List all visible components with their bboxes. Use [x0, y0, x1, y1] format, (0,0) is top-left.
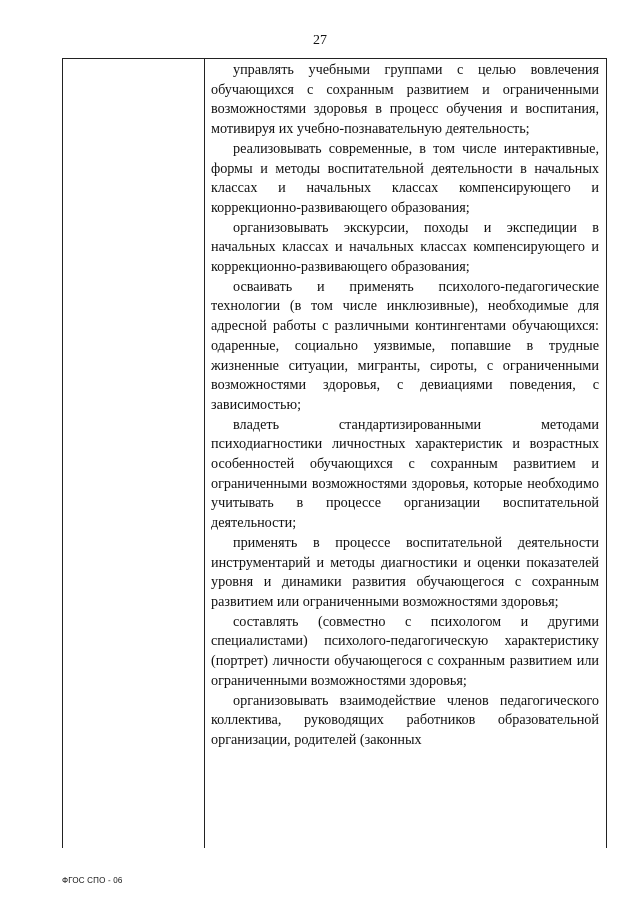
paragraph-2: реализовывать современные, в том числе интерактивные, формы и методы воспитательной деятельности в начальных классах и начальных классах компенсирующего и коррекционно-развивающего образования; [211, 140, 599, 216]
footer-label: ФГОС СПО - 06 [62, 876, 123, 885]
paragraph-7: составлять (совместно с психологом и другими специалистами) психолого-педагогическую характеристику (портрет) личности обучающегося с сохранным развитием или ограниченными возможностями здоровья; [211, 613, 599, 689]
paragraph-4: осваивать и применять психолого-педагогические технологии (в том числе инклюзивные), необходимые для адресной работы с различными контингентами обучающихся: одаренные, социально уязвимые, попавшие в трудные жизненные ситуации, мигранты, сироты, с ограниченными возможностями здоровья, с девиациями поведения, с зависимостью; [211, 278, 599, 413]
table-right-column [211, 61, 599, 751]
paragraph-1: управлять учебными группами с целью вовлечения обучающихся с сохранным развитием и ограниченными возможностями здоровья в процесс обучения и воспитания, мотивируя их учебно-познавательную деятельность; [211, 62, 599, 138]
paragraph-3: организовывать экскурсии, походы и экспедиции в начальных классах и начальных классах компенсирующего и коррекционно-развивающего образования; [211, 219, 599, 276]
page-number: 27 [313, 33, 327, 48]
paragraph-6: применять в процессе воспитательной деятельности инструментарий и методы диагностики и оценки показателей уровня и динамики развития обучающегося с сохранным развитием или ограниченными возможностями здоровья; [211, 534, 599, 610]
paragraph-8: организовывать взаимодействие членов педагогического коллектива, руководящих работников образовательной организации, родителей (законных [211, 692, 599, 748]
content-table [62, 58, 607, 848]
paragraph-5: владеть стандартизированными методами психодиагностики личностных характеристик и возрастных особенностей обучающихся с сохранным развитием и ограниченными возможностями здоровья, которые необходимо учитывать в процессе организации воспитательной деятельности; [211, 416, 599, 532]
table-left-column [63, 59, 205, 848]
